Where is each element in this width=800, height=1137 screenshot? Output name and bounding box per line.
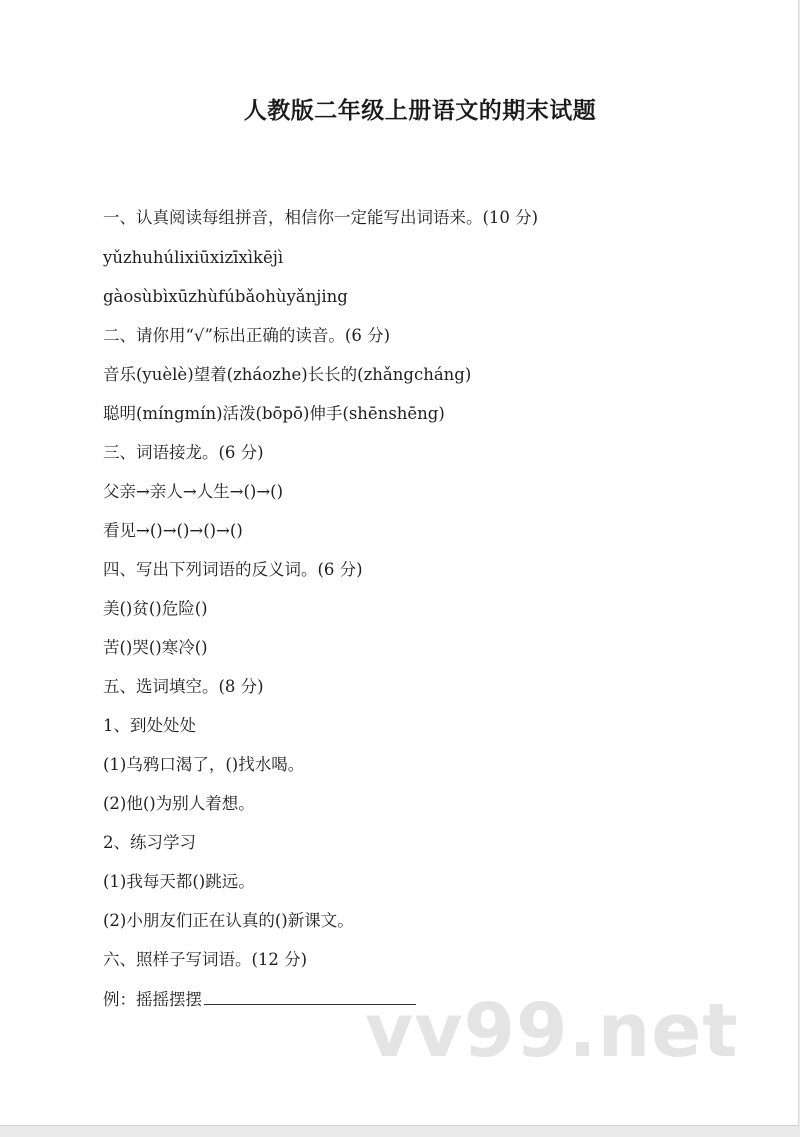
chain-line-1: 父亲→亲人→人生→()→() — [103, 482, 284, 501]
section-1-heading: 一、认真阅读每组拼音，相信你一定能写出词语来。(10 分) — [103, 208, 539, 227]
fill-line-2: (2)他()为别人着想。 — [103, 794, 255, 813]
watermark: vv99.net — [365, 988, 739, 1074]
reading-line-1: 音乐(yuèlè)望着(zháozhe)长长的(zhǎngcháng) — [103, 365, 472, 384]
chain-line-2: 看见→()→()→()→() — [103, 521, 243, 540]
section-6-heading: 六、照样子写词语。(12 分) — [103, 950, 308, 969]
section-5-heading: 五、选词填空。(8 分) — [103, 677, 264, 696]
section-4-heading: 四、写出下列词语的反义词。(6 分) — [103, 560, 363, 579]
fill-line-4: (2)小朋友们正在认真的()新课文。 — [103, 911, 354, 930]
fill-line-3: (1)我每天都()跳远。 — [103, 872, 255, 891]
fill-line-1: (1)乌鸦口渴了，()找水喝。 — [103, 755, 305, 774]
antonym-line-1: 美()贫()危险() — [103, 599, 208, 618]
example-label: 例：摇摇摆摆 — [103, 990, 202, 1009]
section-2-heading: 二、请你用“√”标出正确的读音。(6 分) — [103, 326, 391, 345]
reading-line-2: 聪明(míngmín)活泼(bōpō)伸手(shēnshēng) — [103, 404, 445, 423]
section-3-heading: 三、词语接龙。(6 分) — [103, 443, 264, 462]
word-choice-1: 1、到处处处 — [103, 716, 196, 735]
pinyin-line-2: gàosùbìxūzhùfúbǎohùyǎnjing — [103, 287, 348, 306]
pinyin-line-1: yǔzhuhúlixiūxizīxìkējì — [103, 248, 284, 267]
antonym-line-2: 苦()哭()寒冷() — [103, 638, 208, 657]
word-choice-2: 2、练习学习 — [103, 833, 196, 852]
document-title: 人教版二年级上册语文的期末试题 — [243, 98, 597, 124]
